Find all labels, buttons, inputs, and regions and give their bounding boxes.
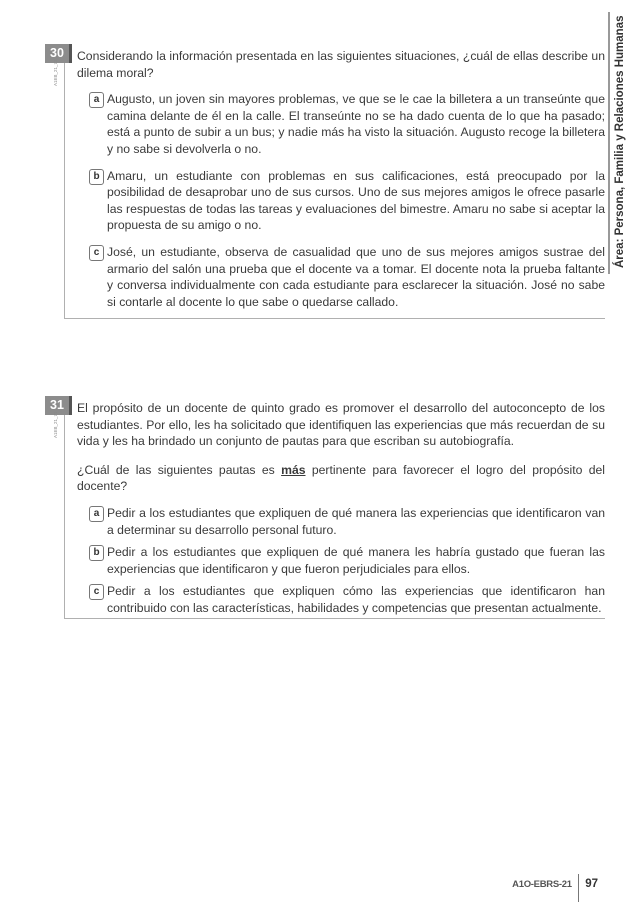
question-prompt-start: ¿Cuál de las siguientes pautas es bbox=[77, 462, 282, 477]
option-text: Pedir a los estudiantes que expliquen de qué manera las experiencias que identificaron van a determinar su desarrollo personal futuro. bbox=[107, 505, 605, 537]
page-footer bbox=[512, 870, 598, 898]
option-letter-badge: a bbox=[89, 506, 104, 522]
question-stem: Considerando la información presentada en las siguientes situaciones, ¿cuál de ellas describe un dilema moral? bbox=[77, 49, 605, 80]
option-b[interactable] bbox=[77, 544, 605, 577]
option-text: José, un estudiante, observa de casualidad que uno de sus mejores amigos sustrae del armario del salón una prueba que el docente va a tomar. El docente nota la prueba faltante y conversa individualmente con cada estudiante para esclarecer la situación. José no sabe si contarle al docente lo que sabe o quedarse callado. bbox=[107, 244, 605, 309]
option-letter-badge: b bbox=[89, 169, 104, 185]
option-b[interactable] bbox=[77, 168, 605, 234]
question-31 bbox=[50, 398, 605, 619]
option-letter-badge: a bbox=[89, 92, 104, 108]
question-emphasis: más bbox=[281, 462, 306, 477]
option-c[interactable] bbox=[77, 244, 605, 310]
question-prompt bbox=[77, 462, 605, 495]
question-number: 30 bbox=[45, 44, 69, 63]
side-divider bbox=[608, 12, 610, 274]
option-text: Amaru, un estudiante con problemas en sus calificaciones, está preocupado por la posibilidad de desaprobar uno de sus cursos. Uno de sus mejores amigos le ofrece pasarle las respuestas de todas las tareas y evaluaciones del bimestre. Amaru no sabe si aceptar la propuesta de su amigo o no. bbox=[107, 168, 605, 233]
side-area-title-text: Área: Persona, Familia y Relaciones Humanas bbox=[614, 15, 626, 268]
option-letter-badge: c bbox=[89, 245, 104, 261]
side-area-title bbox=[614, 15, 636, 268]
question-prompt-end: pertinente para favorecer el logro del propósito del docente? bbox=[77, 462, 605, 494]
option-text: Pedir a los estudiantes que expliquen de qué manera les habría gustado que fueran las experiencias que identificaron y que fueron perjudiciales para ellos. bbox=[107, 545, 605, 576]
question-number: 31 bbox=[45, 396, 69, 415]
page-number: 97 bbox=[585, 878, 598, 890]
option-text: Pedir a los estudiantes que expliquen cómo las experiencias que identificaron han contribuido con las características, habilidades y competencias que presentan actualmente. bbox=[107, 584, 605, 615]
option-a[interactable] bbox=[77, 91, 605, 157]
question-body bbox=[65, 48, 605, 310]
option-text: Augusto, un joven sin mayores problemas, ve que se le cae la billetera a un transeúnte que camina delante de él en la calle. El transeúnte no se ha dado cuenta de lo que ha pasado; está a punto de subir a un bus; y nadie más ha visto la situación. Augusto recoge la billetera y no sabe si devolverla o no. bbox=[107, 92, 605, 156]
option-c[interactable] bbox=[77, 583, 605, 616]
option-letter-badge: c bbox=[89, 584, 104, 600]
option-a[interactable] bbox=[77, 505, 605, 538]
question-stem: El propósito de un docente de quinto grado es promover el desarrollo del autoconcepto de los estudiantes. Por ello, les ha solicitado que identifiquen las experiencias que más recuerdan de su vida y les ha brindado un conjunto de pautas para que escriban su autobiografía. bbox=[77, 401, 605, 449]
question-body bbox=[65, 400, 605, 617]
question-30 bbox=[50, 46, 605, 319]
footer-divider bbox=[578, 874, 580, 902]
footer-code: A1O-EBRS-21 bbox=[512, 878, 572, 890]
question-code: A1EB_21_71 bbox=[53, 411, 58, 438]
question-code: A1EB_21_72 bbox=[53, 59, 58, 86]
option-letter-badge: b bbox=[89, 545, 104, 561]
